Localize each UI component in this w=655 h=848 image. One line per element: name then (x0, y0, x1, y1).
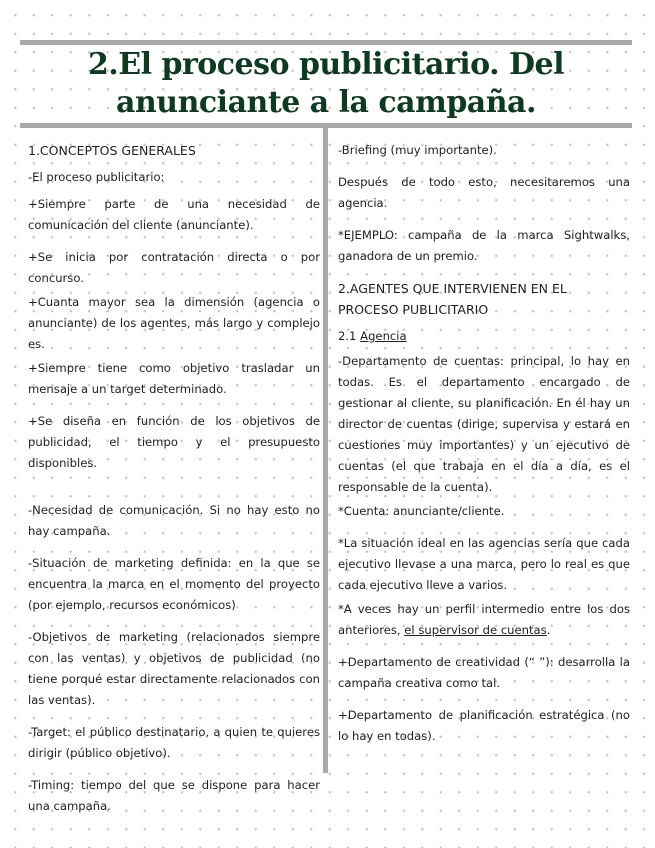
definition-item: -Objetivos de marketing (relacionados siempre con las ventas) y objetivos de publicidad (no tiene porqué estar directamente relacionados con las ventas). (28, 630, 320, 707)
right-column (338, 140, 630, 758)
page-title-line-1: 2.El proceso publicitario. Del (87, 47, 565, 82)
section-heading-conceptos: 1.CONCEPTOS GENERALES (28, 143, 196, 158)
bullet-point: +Se inicia por contratación directa o por concurso. (28, 250, 320, 285)
subheading-number: 2.1 (338, 329, 357, 343)
subheading-label: Agencia (360, 329, 407, 343)
perfil-end: . (546, 623, 551, 637)
example-text: *EJEMPLO: campaña de la marca Sightwalks, ganadora de un premio. (338, 228, 630, 263)
bullet-point: +Siempre tiene como objetivo trasladar un mensaje a un target determinado. (28, 361, 320, 396)
page-title-line-2: anunciante a la campaña. (116, 85, 536, 120)
intro-text: -El proceso publicitario: (28, 170, 165, 184)
subheading-agencia (338, 326, 630, 347)
bullet-point: +Siempre parte de una necesidad de comunicación del cliente (anunciante). (28, 197, 320, 232)
departamento-planificacion: +Departamento de planificación estratégica (no lo hay en todas). (338, 708, 630, 743)
left-column (28, 140, 320, 828)
ideal-situation: *La situación ideal en las agencias sería que cada ejecutivo llevase a una marca, pero lo real es que cada ejecutivo lleve a varios. (338, 536, 630, 592)
section-heading-agentes: 2.AGENTES QUE INTERVIENEN EN EL PROCESO PUBLICITARIO (338, 281, 567, 317)
cuenta-definition: *Cuenta: anunciante/cliente. (338, 504, 505, 518)
page-title (20, 46, 632, 122)
column-divider (323, 128, 328, 773)
title-top-rule (20, 40, 632, 45)
departamento-cuentas: -Departamento de cuentas: principal, lo hay en todas. Es el departamento encargado de gestionar al cliente, su planificación. En él hay un director de cuentas (dirige, supervisa y estará en cuestiones muy importantes) y un ejecutivo de cuentas (el que trabaja en el día a día, es el responsable de la cuenta). (338, 354, 630, 494)
definition-item: -Necesidad de comunicación. Si no hay esto no hay campaña. (28, 503, 320, 538)
perfil-intermedio (338, 599, 630, 641)
definition-item: -Situación de marketing definida: en la que se encuentra la marca en el momento del proyecto (por ejemplo, recursos económicos) (28, 556, 320, 612)
after-text: Después de todo esto, necesitaremos una agencia. (338, 175, 630, 210)
perfil-text: *A veces hay un perfil intermedio entre los dos anteriores, (338, 602, 630, 637)
definition-item: -Target: el público destinatario, a quien te quieres dirigir (público objetivo). (28, 725, 320, 760)
supervisor-term: el supervisor de cuentas (404, 623, 547, 637)
bullet-point: +Cuanta mayor sea la dimensión (agencia o anunciante) de los agentes, más largo y complejo es. (28, 295, 320, 351)
briefing-item: -Briefing (muy importante). (338, 143, 497, 157)
definition-item: -Timing: tiempo del que se dispone para hacer una campaña. (28, 778, 320, 813)
departamento-creatividad: +Departamento de creatividad (“ ”): desarrolla la campaña creativa como tal. (338, 655, 630, 690)
bullet-point: +Se diseña en función de los objetivos de publicidad, el tiempo y el presupuesto disponibles. (28, 414, 320, 470)
